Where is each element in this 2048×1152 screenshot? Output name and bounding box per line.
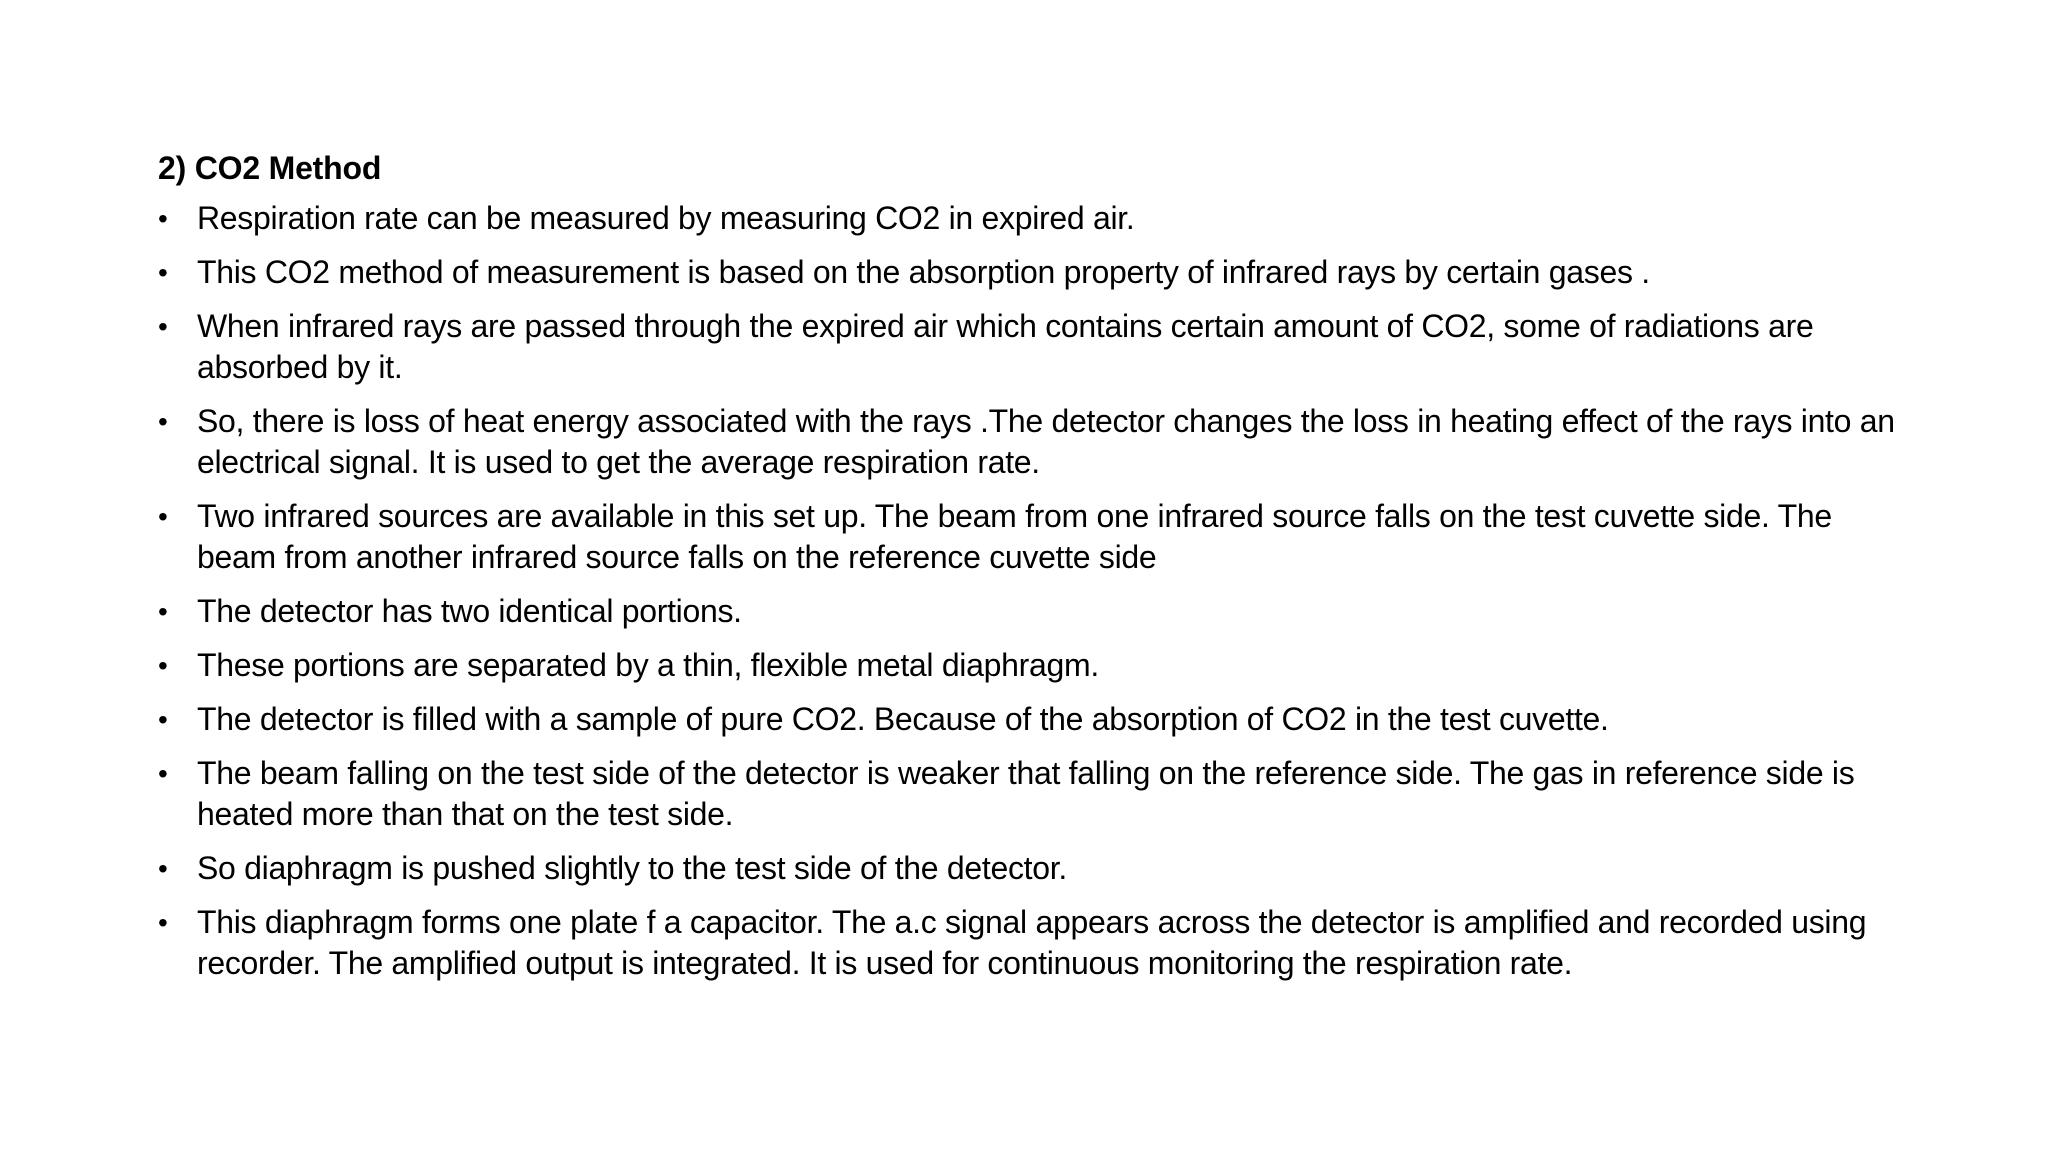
bullet-text: Respiration rate can be measured by measuring CO2 in expired air.	[197, 200, 1135, 236]
bullet-item	[158, 848, 1918, 889]
slide-heading: 2) CO2 Method	[158, 150, 382, 186]
bullet-dot: •	[158, 596, 168, 627]
bullet-item	[158, 496, 1918, 578]
bullet-item	[158, 645, 1918, 686]
bullet-list	[158, 198, 1918, 984]
bullet-dot: •	[158, 311, 168, 342]
bullet-dot: •	[158, 501, 168, 532]
bullet-dot: •	[158, 650, 168, 681]
bullet-item	[158, 306, 1918, 388]
bullet-text: The detector has two identical portions.	[197, 593, 742, 629]
bullet-text: These portions are separated by a thin, flexible metal diaphragm.	[197, 647, 1099, 683]
bullet-dot: •	[158, 704, 168, 735]
bullet-text: So diaphragm is pushed slightly to the test side of the detector.	[197, 850, 1067, 886]
bullet-text: This diaphragm forms one plate f a capacitor. The a.c signal appears across the detector is amplified and recorded using recorder. The amplified output is integrated. It is used for continuous monitoring the respiration rate.	[197, 904, 1867, 981]
bullet-item	[158, 699, 1918, 740]
bullet-text: When infrared rays are passed through the expired air which contains certain amount of CO2, some of radiations are absorbed by it.	[197, 308, 1814, 385]
bullet-item	[158, 591, 1918, 632]
bullet-dot: •	[158, 203, 168, 234]
bullet-text: So, there is loss of heat energy associated with the rays .The detector changes the loss in heating effect of the rays into an electrical signal. It is used to get the average respiration rate.	[197, 403, 1895, 480]
bullet-dot: •	[158, 406, 168, 437]
bullet-item	[158, 753, 1918, 835]
bullet-text: Two infrared sources are available in this set up. The beam from one infrared source falls on the test cuvette side. The beam from another infrared source falls on the reference cuvette side	[197, 498, 1832, 575]
slide-content	[158, 146, 1918, 997]
bullet-dot: •	[158, 758, 168, 789]
bullet-text: This CO2 method of measurement is based on the absorption property of infrared rays by certain gases .	[197, 254, 1650, 290]
bullet-text: The detector is filled with a sample of pure CO2. Because of the absorption of CO2 in the test cuvette.	[197, 701, 1609, 737]
bullet-item	[158, 902, 1918, 984]
bullet-item	[158, 252, 1918, 293]
bullet-text: The beam falling on the test side of the detector is weaker that falling on the reference side. The gas in reference side is heated more than that on the test side.	[197, 755, 1855, 832]
bullet-dot: •	[158, 907, 168, 938]
bullet-item	[158, 198, 1918, 239]
bullet-dot: •	[158, 853, 168, 884]
bullet-item	[158, 401, 1918, 483]
bullet-dot: •	[158, 257, 168, 288]
